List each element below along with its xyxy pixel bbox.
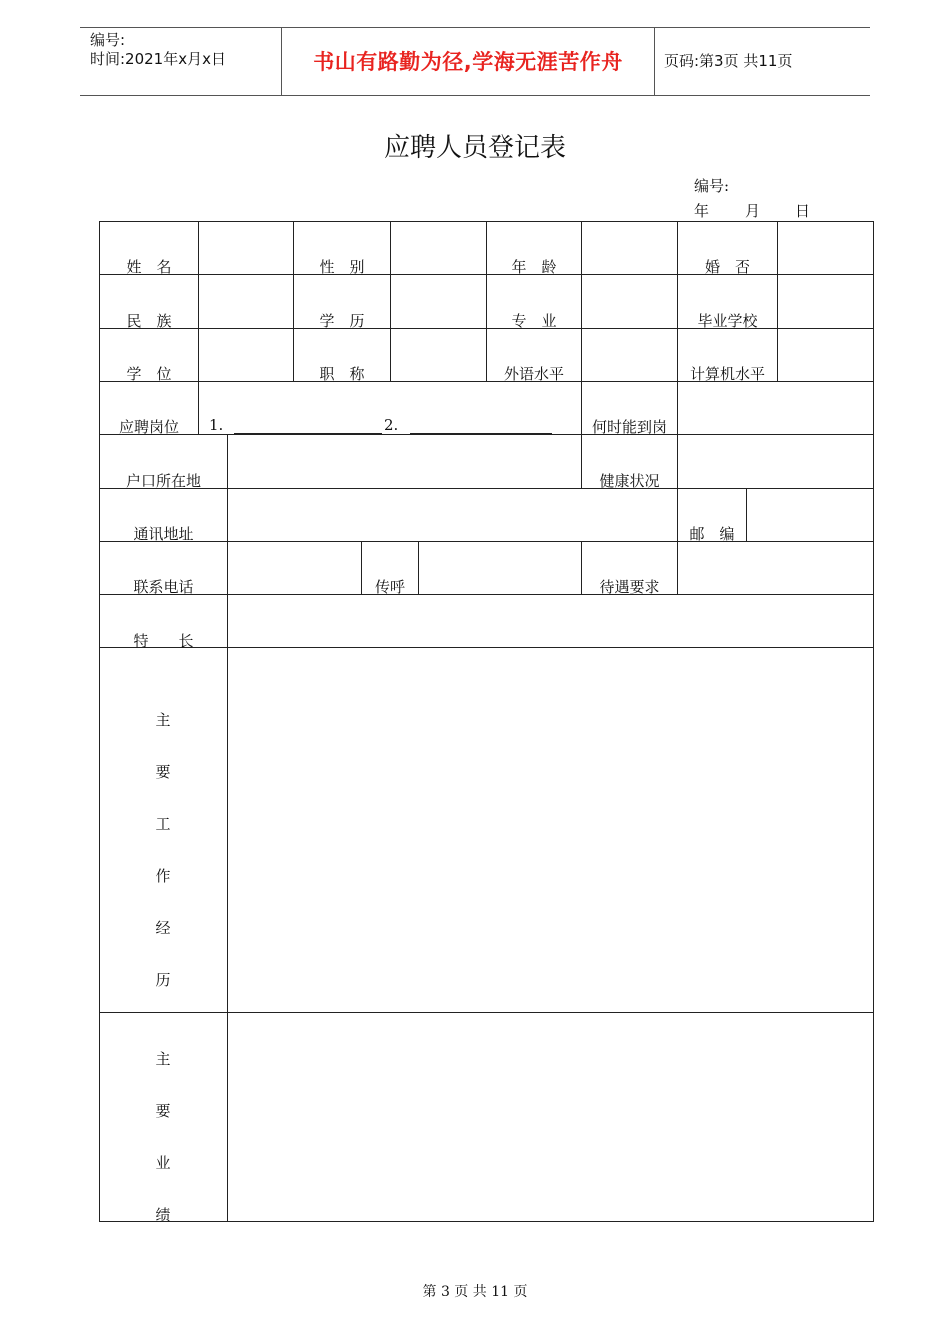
table-rule <box>746 488 747 542</box>
label-degree: 学 位 <box>126 365 172 383</box>
label-work-history-char: 经 <box>155 919 171 937</box>
label-gender: 性 别 <box>319 258 365 276</box>
label-specialty: 特 长 <box>133 632 194 650</box>
label-postcode: 邮 编 <box>689 525 735 543</box>
table-rule <box>293 221 294 381</box>
table-rule <box>677 221 678 381</box>
label-address: 通讯地址 <box>133 525 194 543</box>
date-year-label: 年 <box>694 202 710 220</box>
position-choice-2: 2. <box>384 416 399 434</box>
table-rule <box>677 381 678 435</box>
header-motto: 书山有路勤为径,学海无涯苦作舟 <box>313 50 623 74</box>
table-rule <box>486 221 487 381</box>
label-achievements-char: 业 <box>155 1154 171 1172</box>
label-major: 专 业 <box>511 312 557 330</box>
label-school: 毕业学校 <box>697 312 758 330</box>
label-language-level: 外语水平 <box>503 365 564 383</box>
table-rule <box>677 434 678 488</box>
table-rule <box>777 221 778 381</box>
table-rule <box>100 1221 874 1222</box>
label-ethnicity: 民 族 <box>126 312 172 330</box>
label-health: 健康状况 <box>599 472 660 490</box>
header-page-info: 页码:第3页 共11页 <box>664 52 793 70</box>
table-rule <box>100 434 874 435</box>
date-month-label: 月 <box>745 202 761 220</box>
position-choice-1: 1. <box>209 416 224 434</box>
table-rule <box>100 1012 874 1013</box>
position-choice-1-line[interactable] <box>234 433 382 434</box>
label-hukou: 户口所在地 <box>125 472 201 490</box>
header-time-label: 时间:2021年x月x日 <box>90 50 226 68</box>
table-rule <box>198 221 199 435</box>
table-rule <box>227 434 228 1222</box>
table-rule <box>100 221 874 222</box>
form-number-label: 编号: <box>694 177 730 195</box>
label-work-history-char: 主 <box>155 711 171 729</box>
footer-page-number: 第 3 页 共 11 页 <box>422 1284 528 1300</box>
label-achievements-char: 主 <box>155 1050 171 1068</box>
label-start-date: 何时能到岗 <box>591 418 667 436</box>
table-rule <box>390 221 391 381</box>
label-work-history-char: 要 <box>155 763 171 781</box>
table-rule <box>677 541 678 595</box>
page-title: 应聘人员登记表 <box>383 133 566 163</box>
label-professional-title: 职 称 <box>319 365 365 383</box>
label-computer-level: 计算机水平 <box>689 365 765 383</box>
label-name: 姓 名 <box>126 258 172 276</box>
date-day-label: 日 <box>795 202 811 220</box>
label-pager: 传呼 <box>374 578 405 596</box>
table-rule <box>418 541 419 595</box>
label-salary: 待遇要求 <box>599 578 660 596</box>
table-rule <box>873 221 874 1222</box>
label-work-history-char: 工 <box>155 815 171 833</box>
label-age: 年 龄 <box>511 258 557 276</box>
label-achievements-char: 要 <box>155 1102 171 1120</box>
label-work-history-char: 作 <box>155 867 171 885</box>
label-education: 学 历 <box>319 312 365 330</box>
header-bottom-rule <box>80 95 870 96</box>
label-position: 应聘岗位 <box>118 418 179 436</box>
table-rule <box>581 221 582 381</box>
position-choice-2-line[interactable] <box>410 433 552 434</box>
label-achievements-char: 绩 <box>155 1206 171 1224</box>
header-divider <box>654 27 655 95</box>
label-work-history-char: 历 <box>155 971 171 989</box>
label-marital-status: 婚 否 <box>704 258 750 276</box>
header-number-label: 编号: <box>90 31 126 49</box>
label-phone: 联系电话 <box>133 578 194 596</box>
